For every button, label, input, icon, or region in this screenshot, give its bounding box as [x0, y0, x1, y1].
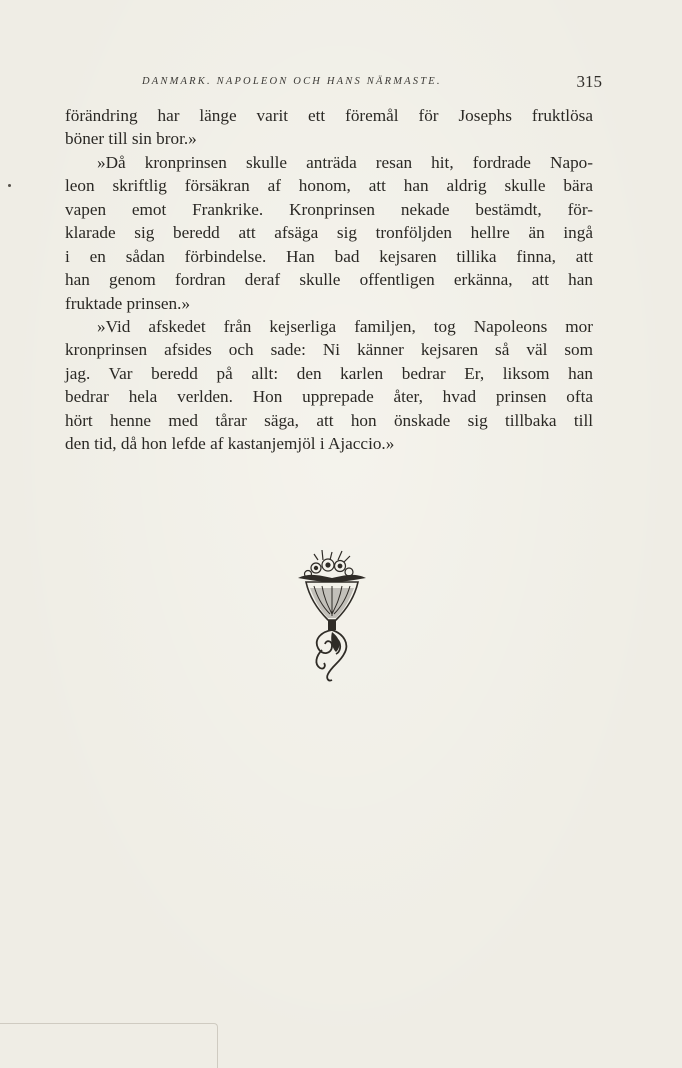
text-line: den tid, då hon lefde af kastanjemjöl i Ajaccio.» [65, 434, 395, 454]
scan-edge-mark [0, 1023, 218, 1068]
text-line: han genom fordran deraf skulle offentligen erkänna, att han [65, 270, 593, 290]
text-line: vapen emot Frankrike. Kronprinsen nekade bestämdt, för- [65, 199, 593, 219]
text-line: böner till sin bror.» [65, 129, 197, 149]
page-number: 315 [576, 72, 602, 91]
running-title: DANMARK. NAPOLEON OCH HANS NÄRMASTE. [142, 76, 442, 87]
print-speck [8, 184, 11, 187]
text-line: jag. Var beredd på allt: den karlen bedrar Er, liksom han [65, 363, 593, 383]
running-header [142, 72, 602, 92]
text-line: kronprinsen afsides och sade: Ni känner kejsaren så väl som [65, 340, 593, 360]
text-line: hört henne med tårar säga, att hon önskade sig tillbaka till [65, 410, 593, 430]
flower-vase-tailpiece-icon [292, 548, 372, 684]
text-line: klarade sig beredd att afsäga sig tronföljden hellre än ingå [65, 223, 593, 243]
text-line: »Då kronprinsen skulle anträda resan hit, fordrade Napo- [97, 152, 593, 172]
body-text [65, 104, 593, 456]
text-line: leon skriftlig försäkran af honom, att han aldrig skulle bära [65, 176, 593, 196]
text-line: fruktade prinsen.» [65, 293, 191, 313]
text-line: bedrar hela verlden. Hon upprepade åter, hvad prinsen ofta [65, 387, 593, 407]
text-line: i en sådan förbindelse. Han bad kejsaren tillika finna, att [65, 246, 593, 266]
text-line: förändring har länge varit ett föremål för Josephs fruktlösa [65, 106, 593, 125]
text-line: »Vid afskedet från kejserliga familjen, tog Napoleons mor [97, 316, 593, 336]
